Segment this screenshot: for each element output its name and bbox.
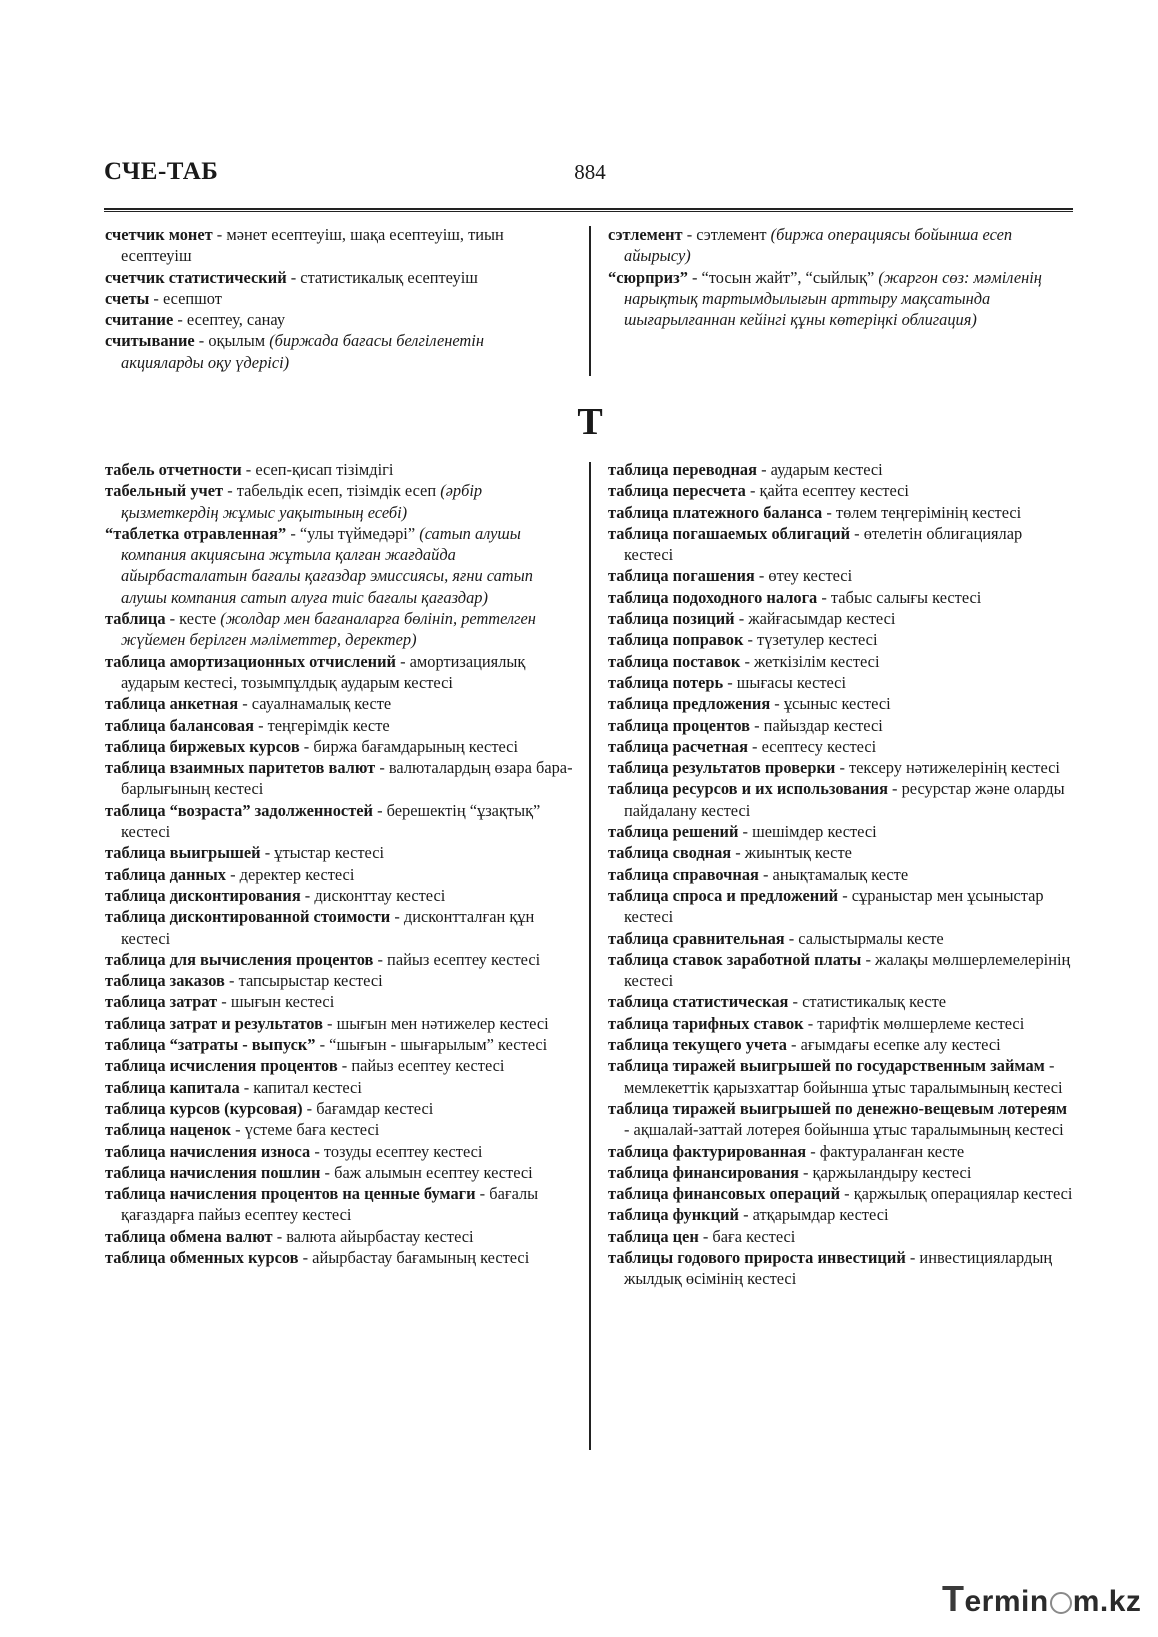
entry-definition: - анықтамалық кесте (758, 864, 909, 884)
entry-definition: - оқылым (194, 331, 270, 351)
entry-term: таблица процентов (608, 715, 751, 735)
entry-term: таблица обмена валют (105, 1226, 273, 1246)
dictionary-entry (105, 842, 575, 863)
entry-term: считание (105, 310, 174, 330)
entry-definition: - атқарымдар кестесі (738, 1205, 889, 1225)
entry-note: (биржада бағасы белгіленетін акцияларды оқу үдерісі) (121, 331, 484, 372)
entry-definition: - мемлекеттік қарызхаттар бойынша ұтыс таралымының кестесі (624, 1056, 1063, 1097)
entry-term: таблица потерь (608, 672, 724, 692)
entry-term: таблица финансирования (608, 1162, 799, 1182)
entry-term: таблица исчисления процентов (105, 1056, 338, 1076)
dictionary-entry (608, 991, 1073, 1012)
dictionary-entry (608, 885, 1073, 928)
dictionary-entry (608, 1034, 1073, 1055)
entry-definition: - валюталардың өзара бара-барлығының кестесі (121, 758, 573, 799)
entry-term: таблица данных (105, 864, 226, 884)
entry-definition: - есепшот (149, 288, 222, 308)
entry-term: таблица ставок заработной платы (608, 949, 862, 969)
entry-term: таблица фактурированная (608, 1141, 807, 1161)
entry-definition: - жиынтық кесте (731, 843, 852, 863)
entry-term: таблица затрат и результатов (105, 1013, 323, 1033)
dictionary-entry (105, 1162, 575, 1183)
entry-definition: - қаржыландыру кестесі (798, 1162, 972, 1182)
entry-definition: - статистикалық есептеуіш (286, 267, 478, 287)
entry-term: таблица для вычисления процентов (105, 949, 374, 969)
entry-definition: - жайғасымдар кестесі (734, 609, 896, 629)
dictionary-entry (608, 1204, 1073, 1225)
entry-definition: - амортизациялық аударым кестесі, тозымпұлдық аударым кестесі (121, 651, 526, 692)
dictionary-entry (105, 1098, 575, 1119)
entry-definition: - аударым кестесі (756, 460, 883, 479)
dictionary-entry (105, 1013, 575, 1034)
entry-term: таблица балансовая (105, 715, 254, 735)
entry-term: таблица сравнительная (608, 928, 785, 948)
entry-term: таблица решений (608, 822, 739, 842)
entry-term: сэтлемент (608, 225, 683, 244)
entry-term: таблица (105, 609, 166, 629)
logo-part2: m.kz (1072, 1585, 1142, 1618)
dictionary-entry (105, 864, 575, 885)
dictionary-entry (105, 693, 575, 714)
logo-lead: T (942, 1578, 965, 1619)
logo-part1: ermin (964, 1585, 1049, 1618)
dictionary-entry (608, 715, 1073, 736)
entry-term: таблица сводная (608, 843, 732, 863)
dictionary-entry (105, 267, 570, 288)
dictionary-entry (608, 629, 1073, 650)
entry-definition: - кесте (165, 609, 221, 629)
entry-definition: - қайта есептеу кестесі (745, 481, 909, 501)
dictionary-entry (105, 1034, 575, 1055)
entry-definition: - теңгерімдік кесте (253, 715, 390, 735)
dictionary-entry (105, 970, 575, 991)
dictionary-entry (608, 1141, 1073, 1162)
entry-term: таблица пересчета (608, 481, 746, 501)
dictionary-entry (608, 757, 1073, 778)
dictionary-entry (105, 1183, 575, 1226)
entry-term: таблица текущего учета (608, 1035, 787, 1055)
dictionary-entry (608, 523, 1073, 566)
dictionary-entry (105, 1077, 575, 1098)
entry-term: таблица расчетная (608, 736, 748, 756)
dictionary-entry (608, 1098, 1073, 1141)
entry-definition: - ақшалай-заттай лотерея бойынша ұтыс таралымының кестесі (624, 1120, 1064, 1140)
dictionary-entry (105, 885, 575, 906)
entry-term: счетчик статистический (105, 267, 287, 287)
dictionary-entry (105, 1226, 575, 1247)
entry-definition: - пайыз есептеу кестесі (337, 1056, 505, 1076)
dictionary-entry (105, 224, 570, 267)
dictionary-entry (608, 1162, 1073, 1183)
dictionary-entry (608, 1055, 1073, 1098)
dictionary-entry (608, 672, 1073, 693)
entry-definition: - қаржылық операциялар кестесі (840, 1184, 1073, 1204)
dictionary-entry (608, 459, 1073, 480)
dictionary-entry (105, 736, 575, 757)
running-head: СЧЕ-ТАБ (104, 158, 219, 185)
entry-definition: - биржа бағамдарының кестесі (299, 736, 518, 756)
dictionary-entry (105, 480, 575, 523)
entry-definition: - “улы түймедәрі” (286, 523, 420, 543)
dictionary-entry (608, 608, 1073, 629)
entry-term: таблица ресурсов и их использования (608, 779, 888, 799)
entry-term: таблица заказов (105, 971, 225, 991)
dictionary-entry (608, 502, 1073, 523)
entry-definition: - ұтыстар кестесі (260, 843, 385, 863)
entry-definition: - түзетулер кестесі (743, 630, 878, 650)
entry-definition: - капитал кестесі (239, 1077, 362, 1097)
entry-term: таблица позиций (608, 609, 735, 629)
dictionary-entry (105, 949, 575, 970)
entry-term: таблица платежного баланса (608, 502, 823, 522)
entry-definition: - есеп-қисап тізімдігі (241, 460, 394, 479)
column-divider-top (589, 226, 591, 376)
entry-term: таблица начисления износа (105, 1141, 311, 1161)
entry-definition: - айырбастау бағамының кестесі (298, 1247, 530, 1267)
dictionary-entry (608, 778, 1073, 821)
entry-note: (жаргон сөз: мәміленің нарықтық тартымдылығын арттыру мақсатында шығарылғаннан кейінгі құны көтеріңкі облигация) (624, 267, 1042, 330)
page-number: 884 (574, 160, 606, 184)
dictionary-entry (608, 693, 1073, 714)
entry-term: таблица погашаемых облигаций (608, 523, 851, 543)
entry-definition: - валюта айырбастау кестесі (272, 1226, 474, 1246)
entry-definition: - есептесу кестесі (747, 736, 877, 756)
entry-definition: - баж алымын есептеу кестесі (320, 1162, 533, 1182)
entry-definition: - сэтлемент (682, 225, 771, 244)
entry-definition: - тозуды есептеу кестесі (310, 1141, 483, 1161)
entry-term: таблица наценок (105, 1120, 232, 1140)
dictionary-entry (608, 949, 1073, 992)
entry-term: таблица “затраты - выпуск” (105, 1035, 316, 1055)
dictionary-entry (105, 991, 575, 1012)
dictionary-entry (105, 800, 575, 843)
dictionary-entry (608, 1226, 1073, 1247)
dictionary-entry (105, 330, 570, 373)
entry-term: таблица поправок (608, 630, 744, 650)
entry-term: таблица капитала (105, 1077, 240, 1097)
entry-definition: - тарифтік мөлшерлеме кестесі (803, 1013, 1025, 1033)
column-top-left (105, 224, 570, 373)
entry-definition: - жалақы мөлшерлемелерінің кестесі (624, 949, 1071, 991)
entry-term: таблица результатов проверки (608, 758, 836, 778)
entry-term: таблица биржевых курсов (105, 736, 300, 756)
entry-definition: - дисконттау кестесі (300, 885, 446, 905)
column-bottom-right (608, 459, 1073, 1290)
dictionary-entry (608, 1013, 1073, 1034)
column-top-right (608, 224, 1073, 330)
dictionary-entry (105, 1247, 575, 1268)
entry-definition: - дисконтталған құн кестесі (121, 907, 535, 948)
entry-term: таблица обменных курсов (105, 1247, 299, 1267)
entry-definition: - пайыздар кестесі (750, 715, 883, 735)
entry-definition: - шығасы кестесі (723, 672, 847, 692)
entry-definition: - фактураланған кесте (806, 1141, 965, 1161)
entry-term: таблица функций (608, 1205, 739, 1225)
entry-term: считывание (105, 331, 195, 351)
dictionary-entry (608, 1183, 1073, 1204)
entry-definition: - бағалы қағаздарға пайыз есептеу кестесі (121, 1184, 539, 1225)
column-divider-bottom (589, 462, 591, 1450)
entry-definition: - сауалнамалық кесте (238, 694, 392, 714)
header-rule (104, 208, 1073, 212)
dictionary-entry (105, 459, 575, 480)
entry-term: таблица подоходного налога (608, 587, 818, 607)
dictionary-entry (608, 842, 1073, 863)
section-letter: Т (577, 401, 603, 443)
entry-term: таблица тиражей выигрышей по денежно-вещевым лотереям (608, 1098, 1068, 1118)
entry-definition: - жеткізілім кестесі (740, 651, 880, 671)
entry-definition: - ағымдағы есепке алу кестесі (786, 1035, 1001, 1055)
entry-definition: - өтеу кестесі (754, 566, 853, 586)
entry-term: таблица затрат (105, 992, 218, 1012)
entry-definition: - “тосын жайт”, “сыйлық” (687, 267, 879, 287)
entry-term: таблица цен (608, 1226, 699, 1246)
entry-definition: - статистикалық кесте (788, 992, 947, 1012)
entry-term: счеты (105, 288, 150, 308)
entry-definition: - табельдік есеп, тізімдік есеп (223, 481, 441, 501)
entry-term: счетчик монет (105, 225, 213, 244)
entry-definition: - бағамдар кестесі (302, 1098, 434, 1118)
entry-definition: - пайыз есептеу кестесі (373, 949, 541, 969)
entry-definition: - мәнет есептеуіш, шақа есептеуіш, тиын есептеуіш (121, 225, 504, 266)
entry-definition: - берешектің “ұзақтық” кестесі (121, 800, 541, 842)
entry-definition: - шығын мен нәтижелер кестесі (322, 1013, 549, 1033)
dictionary-entry (608, 224, 1073, 267)
entry-term: таблица финансовых операций (608, 1184, 841, 1204)
dictionary-entry (105, 715, 575, 736)
entry-term: таблица поставок (608, 651, 741, 671)
entry-definition: - деректер кестесі (225, 864, 355, 884)
entry-definition: - баға кестесі (698, 1226, 796, 1246)
entry-term: табельный учет (105, 481, 224, 501)
dictionary-entry (608, 587, 1073, 608)
entry-term: “сюрприз” (608, 267, 688, 287)
dictionary-entry (105, 608, 575, 651)
entry-note: (сатып алушы компания акциясына жұтыла қалған жағдайда айырбасталатын бағалы қағаздар эмиссиясы, яғни сатып алушы компания сатып алуға тиіс бағалы қағаздар) (121, 523, 533, 607)
entry-definition: - тексеру нәтижелерінің кестесі (835, 758, 1060, 778)
dictionary-entry (105, 1055, 575, 1076)
entry-term: табель отчетности (105, 460, 242, 479)
dictionary-entry (105, 906, 575, 949)
entry-term: таблица справочная (608, 864, 759, 884)
dictionary-entry (105, 288, 570, 309)
entry-definition: - ресурстар және оларды пайдалану кестесі (624, 779, 1065, 820)
entry-definition: - үстеме баға кестесі (231, 1120, 380, 1140)
dictionary-entry (608, 928, 1073, 949)
dictionary-entry (105, 523, 575, 608)
entry-definition: - инвестициялардың жылдық өсімінің кестесі (624, 1247, 1053, 1289)
entry-term: таблица начисления процентов на ценные бумаги (105, 1184, 476, 1204)
entry-definition: - ұсыныс кестесі (770, 694, 891, 714)
entry-term: таблица предложения (608, 694, 771, 714)
dictionary-entry (105, 757, 575, 800)
entry-definition: - сұраныстар мен ұсыныстар кестесі (624, 885, 1044, 927)
dictionary-entry (608, 480, 1073, 501)
entry-definition: - шығын кестесі (217, 992, 335, 1012)
entry-definition: - өтелетін облигациялар кестесі (624, 523, 1023, 565)
dictionary-entry (608, 821, 1073, 842)
entry-note: (әрбір қызметкердің жұмыс уақытының есебі) (121, 481, 483, 522)
column-bottom-left (105, 459, 575, 1268)
dictionary-entry (608, 565, 1073, 586)
dictionary-entry (608, 651, 1073, 672)
entry-definition: - табыс салығы кестесі (817, 587, 982, 607)
entry-term: таблица спроса и предложений (608, 885, 839, 905)
globe-icon (1050, 1592, 1072, 1614)
entry-term: таблица начисления пошлин (105, 1162, 321, 1182)
dictionary-entry (105, 651, 575, 694)
dictionary-entry (608, 1247, 1073, 1290)
entry-definition: - есептеу, санау (173, 310, 286, 330)
entry-term: таблица “возраста” задолженностей (105, 800, 373, 820)
entry-term: таблица статистическая (608, 992, 789, 1012)
dictionary-entry (608, 736, 1073, 757)
entry-term: таблица дисконтирования (105, 885, 301, 905)
entry-term: таблицы годового прироста инвестиций (608, 1247, 906, 1267)
entry-term: таблица тиражей выигрышей по государственным займам (608, 1056, 1045, 1076)
dictionary-entry (608, 267, 1073, 331)
entry-definition: - шешімдер кестесі (738, 822, 877, 842)
dictionary-entry (105, 1141, 575, 1162)
entry-term: “таблетка отравленная” (105, 523, 287, 543)
dictionary-entry (608, 864, 1073, 885)
entry-term: таблица тарифных ставок (608, 1013, 804, 1033)
entry-term: таблица курсов (курсовая) (105, 1098, 303, 1118)
entry-term: таблица взаимных паритетов валют (105, 758, 376, 778)
entry-term: таблица переводная (608, 460, 757, 479)
entry-note: (биржа операциясы бойынша есеп айырысу) (624, 225, 1013, 266)
entry-term: таблица погашения (608, 566, 755, 586)
entry-definition: - салыстырмалы кесте (784, 928, 944, 948)
termincom-logo (942, 1578, 1141, 1620)
entry-term: таблица анкетная (105, 694, 239, 714)
dictionary-entry (105, 309, 570, 330)
entry-term: таблица выигрышей (105, 843, 261, 863)
entry-definition: - “шығын - шығарылым” кестесі (315, 1035, 548, 1055)
entry-term: таблица дисконтированной стоимости (105, 907, 391, 927)
dictionary-entry (105, 1119, 575, 1140)
entry-term: таблица амортизационных отчислений (105, 651, 396, 671)
entry-note: (жолдар мен бағаналарға бөлініп, реттелген жүйемен берілген мәліметтер, деректер) (121, 609, 536, 650)
entry-definition: - төлем теңгерімінің кестесі (822, 502, 1022, 522)
entry-definition: - тапсырыстар кестесі (224, 971, 383, 991)
